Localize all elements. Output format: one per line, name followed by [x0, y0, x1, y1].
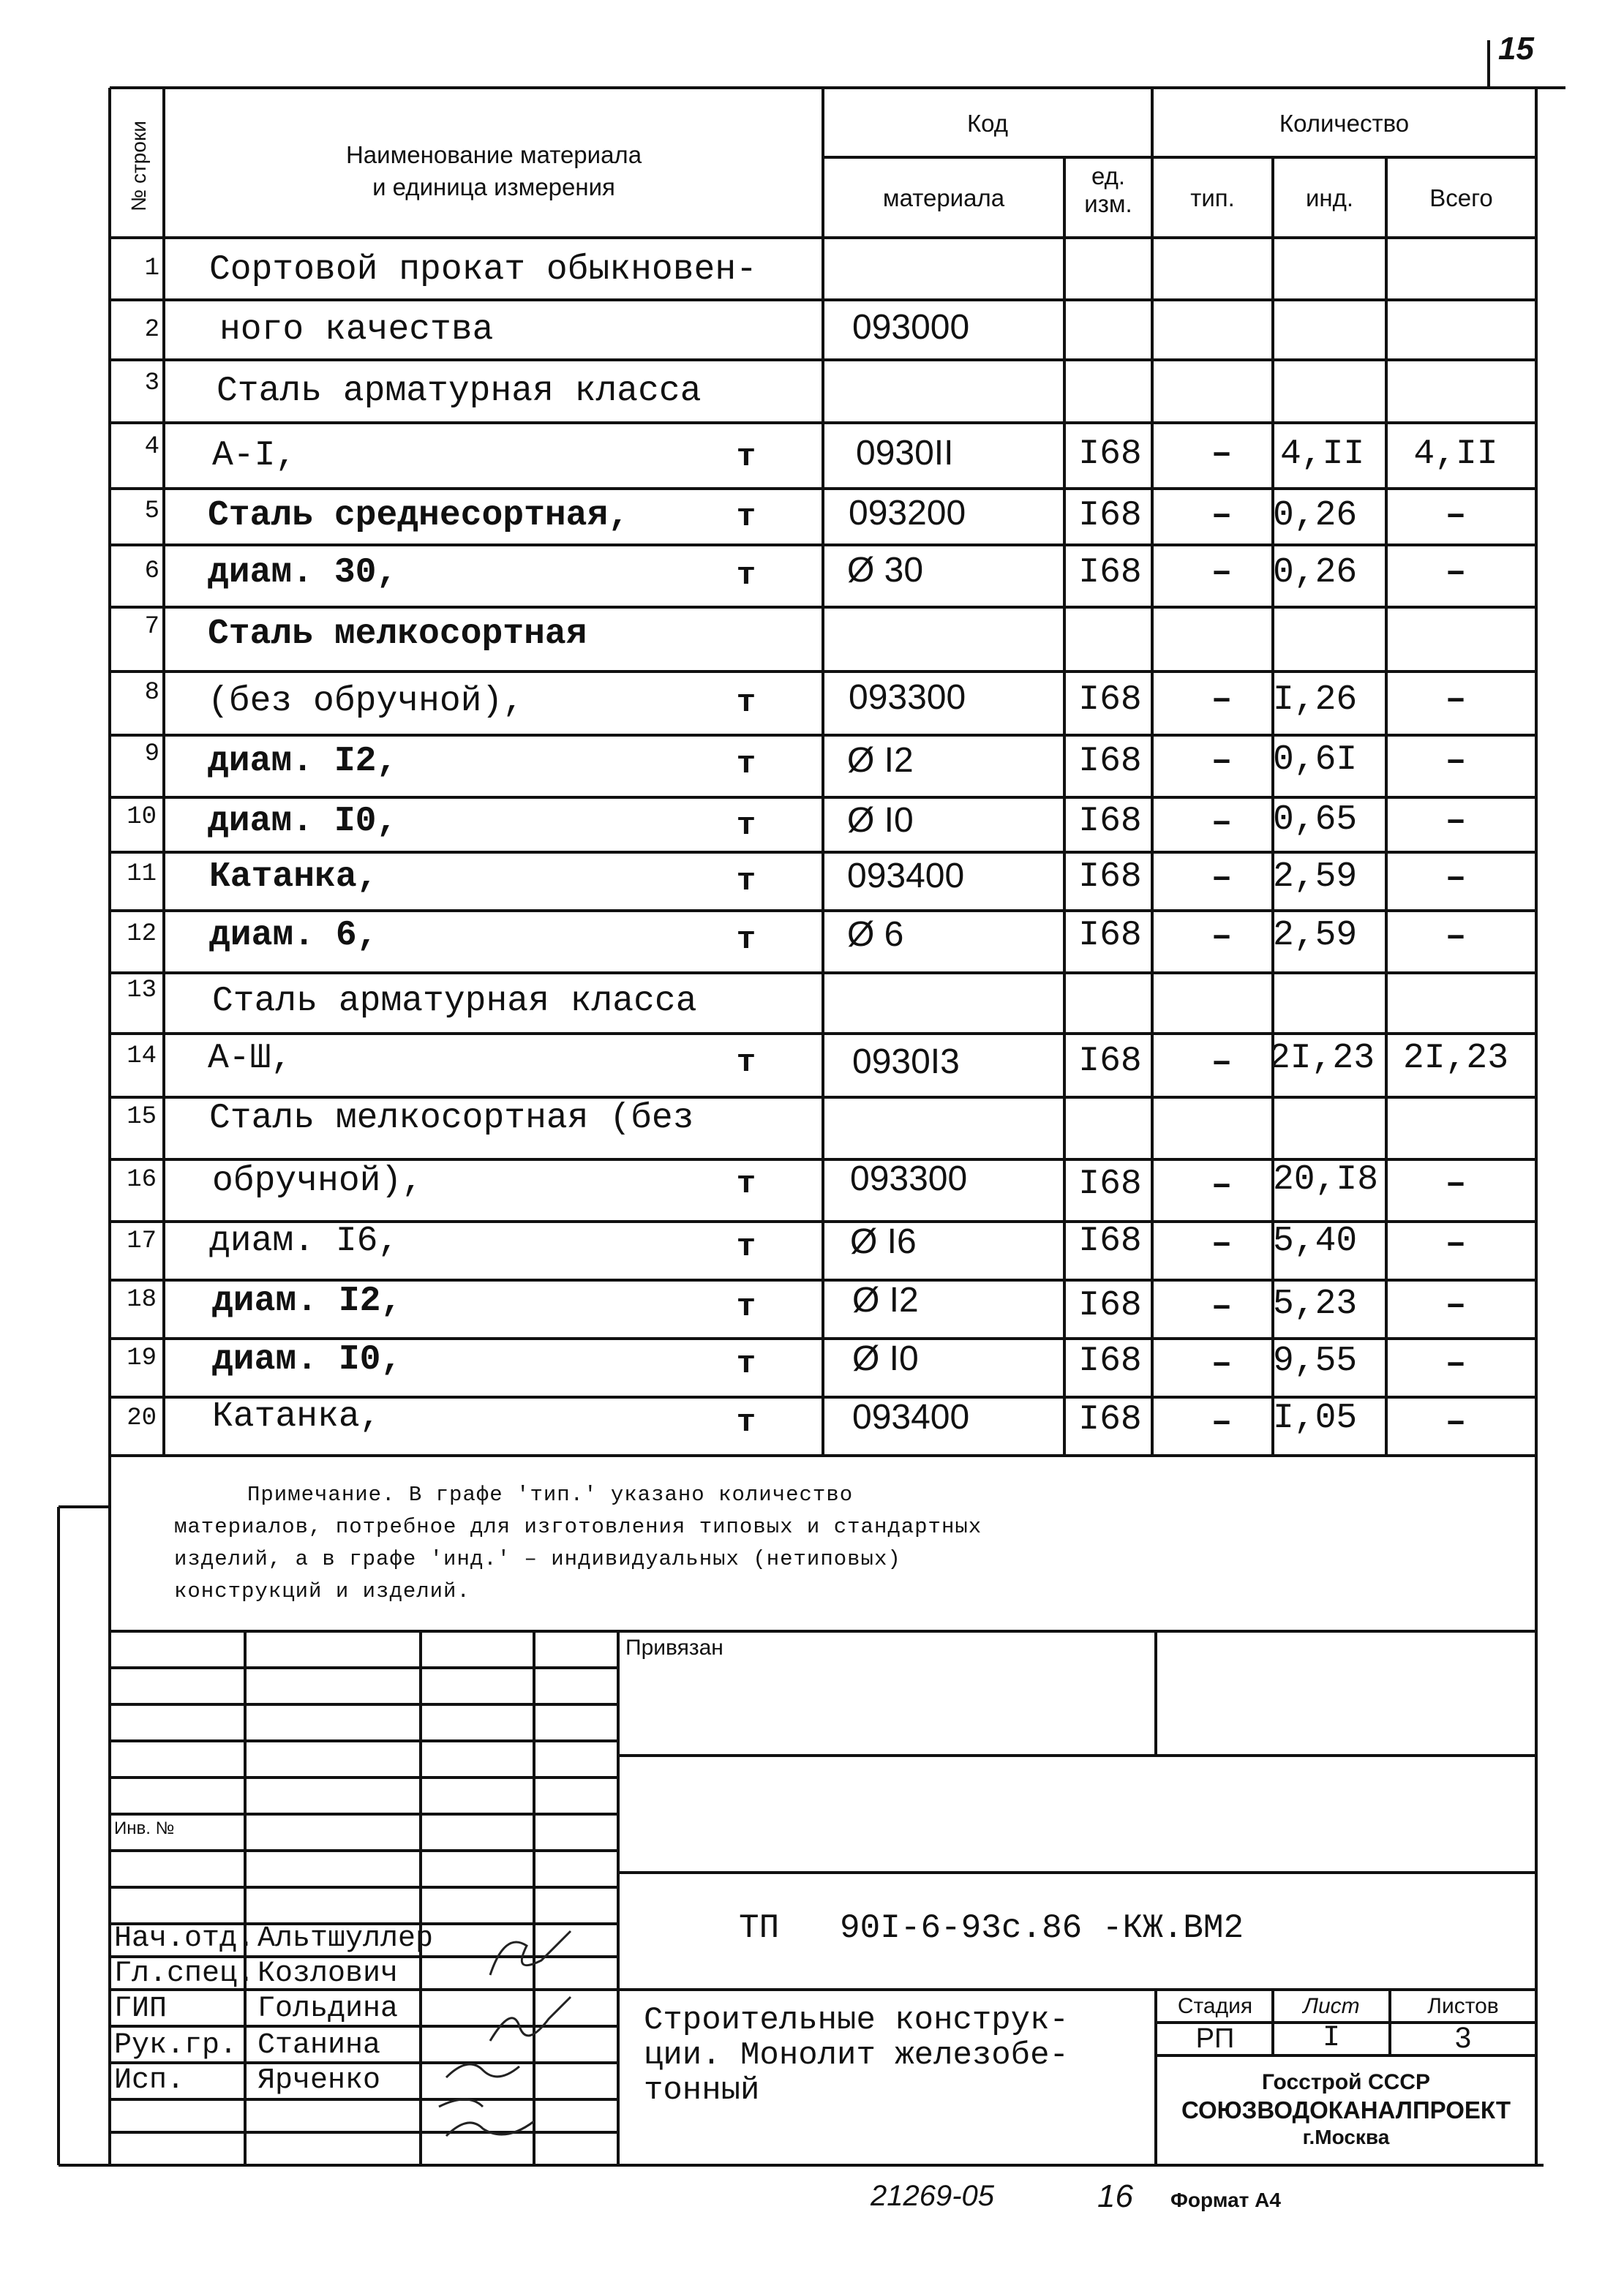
row-ed: I68 [1078, 1222, 1142, 1261]
row-ed: I68 [1078, 916, 1142, 955]
row-ind: 2,59 [1273, 857, 1358, 897]
sheets-value: 3 [1454, 2022, 1472, 2054]
row-number: 5 [144, 497, 159, 525]
row-ind: 0,26 [1273, 496, 1358, 535]
row-number: 20 [127, 1404, 157, 1432]
row-unit: т [736, 499, 756, 535]
sheet-value: I [1322, 2022, 1340, 2055]
row-unit: т [736, 863, 756, 900]
note-text: Примечание. В графе 'тип.' указано количество материалов, потребное для изготовления типовых и стандартных изделий, а в графе 'инд.' – индивидуальных (нетиповых) конструкций и изделий. [174, 1483, 982, 1603]
row-name: диам. 6, [209, 916, 378, 955]
row-ed: I68 [1078, 857, 1142, 897]
row-unit: т [736, 1404, 756, 1441]
row-number: 3 [144, 369, 159, 397]
row-name: диам. 30, [208, 553, 398, 593]
row-code: Ø I2 [852, 1281, 919, 1320]
footer-page: 16 [1097, 2178, 1133, 2214]
sheet-label: Лист [1303, 1994, 1360, 2018]
row-number: 7 [144, 613, 159, 641]
row-unit: т [736, 808, 756, 844]
row-ed: I68 [1078, 1286, 1142, 1325]
org-line-2: СОЮЗВОДОКАНАЛПРОЕКТ [1181, 2096, 1511, 2124]
row-name: Катанка, [209, 857, 378, 897]
row-unit: т [736, 1166, 756, 1203]
row-number: 16 [127, 1166, 157, 1194]
row-number: 8 [144, 679, 159, 707]
row-typ: – [1211, 496, 1233, 535]
signature-scribbles [439, 1931, 571, 2136]
row-typ: – [1211, 1344, 1233, 1384]
stage-label: Стадия [1177, 1994, 1253, 2018]
row-total: – [1445, 917, 1467, 957]
row-ind: 2,59 [1273, 916, 1358, 955]
row-name: Сталь арматурная класса [217, 372, 702, 411]
row-total: – [1445, 553, 1467, 593]
row-name: Катанка, [212, 1397, 381, 1437]
row-ed: I68 [1078, 1042, 1142, 1081]
row-name: диам. I0, [208, 802, 398, 841]
row-number: 11 [127, 860, 157, 888]
row-ed: I68 [1078, 553, 1142, 593]
header-code: Код [966, 110, 1009, 137]
footer-number: 21269-05 [871, 2180, 995, 2212]
row-ed: I68 [1078, 496, 1142, 535]
row-name: Сталь среднесортная, [208, 496, 630, 535]
row-code: Ø I2 [847, 741, 914, 780]
row-name: А-Ш, [208, 1039, 293, 1078]
row-unit: т [736, 1289, 756, 1325]
header-qty: Количество [1279, 110, 1410, 137]
row-number: 1 [144, 255, 159, 282]
row-number: 2 [144, 316, 159, 344]
row-name: (без обручной), [208, 682, 525, 721]
row-ind: 0,26 [1273, 553, 1358, 593]
row-code: Ø I0 [852, 1339, 919, 1378]
row-ind: 5,23 [1273, 1284, 1358, 1324]
row-code: 093300 [850, 1159, 968, 1198]
row-code: Ø I0 [847, 801, 914, 840]
header-name: Наименование материала и единица измерения [345, 141, 642, 200]
row-typ: – [1211, 1287, 1233, 1327]
signature-name: Ярченко [257, 2064, 381, 2097]
row-typ: – [1211, 859, 1233, 898]
row-unit: т [736, 685, 756, 721]
row-typ: – [1211, 1043, 1233, 1083]
row-ed: I68 [1078, 680, 1142, 720]
sheet-title: Строительные конструк- ции. Монолит железобе- тонный [644, 2002, 1069, 2109]
header-row-no: № строки [127, 121, 150, 211]
row-name: диам. I0, [212, 1340, 402, 1380]
row-typ: – [1211, 553, 1233, 593]
row-ind: 0,6I [1273, 740, 1358, 780]
row-number: 19 [127, 1344, 157, 1372]
row-code: 093400 [847, 857, 965, 895]
row-typ: – [1211, 803, 1233, 843]
row-total: 2I,23 [1402, 1039, 1509, 1078]
signature-name: Альтшуллер [257, 1922, 434, 1955]
header-qty-ind: инд. [1305, 184, 1354, 211]
row-name: ного качества [219, 310, 494, 350]
signature-role: Исп. [114, 2064, 185, 2097]
org-line-1: Госстрой СССР [1262, 2070, 1430, 2094]
stage-value: РП [1195, 2023, 1235, 2054]
row-number: 10 [127, 803, 157, 831]
row-total: – [1445, 859, 1467, 898]
row-ind: I,26 [1273, 680, 1358, 720]
row-name: Сортовой прокат обыкновен- [209, 250, 757, 290]
row-code: Ø I6 [850, 1222, 917, 1261]
row-ind: 2I,23 [1269, 1039, 1375, 1078]
sheet-number: 15 [1498, 31, 1534, 67]
row-name: А-I, [212, 436, 297, 475]
row-code: 093000 [852, 308, 970, 347]
org-line-3: г.Москва [1302, 2126, 1390, 2148]
signature-role: ГИП [114, 1993, 168, 2025]
row-ed: I68 [1078, 1400, 1142, 1440]
sheets-label: Листов [1427, 1994, 1499, 2018]
row-unit: т [736, 746, 756, 783]
header-qty-typ: тип. [1190, 184, 1235, 211]
row-ind: 5,40 [1273, 1222, 1358, 1261]
row-typ: – [1211, 1225, 1233, 1264]
row-total: – [1445, 1165, 1467, 1204]
row-typ: – [1211, 742, 1233, 781]
row-typ: – [1211, 680, 1233, 720]
row-ind: 0,65 [1273, 800, 1358, 840]
doc-code: ТП 90I-6-93с.86 -КЖ.ВМ2 [739, 1909, 1244, 1947]
row-name: Сталь арматурная класса [212, 982, 697, 1021]
row-unit: т [736, 439, 756, 475]
row-unit: т [736, 557, 756, 594]
header-code-unit: ед. изм. [1084, 162, 1132, 217]
row-number: 6 [144, 557, 159, 585]
row-ind: 9,55 [1273, 1342, 1358, 1381]
row-ind: 4,II [1280, 435, 1365, 474]
signature-role: Нач.отд. [114, 1922, 255, 1955]
row-total: – [1445, 802, 1467, 841]
row-name: обручной), [212, 1162, 424, 1201]
inv-no-label: Инв. № [114, 1818, 175, 1838]
row-unit: т [736, 922, 756, 958]
header-code-material: материала [882, 184, 1005, 211]
row-total: 4,II [1413, 435, 1498, 474]
row-typ: – [1211, 917, 1233, 957]
row-name: Сталь мелкосортная (без [209, 1099, 694, 1138]
row-code: 093400 [852, 1398, 970, 1437]
row-number: 13 [127, 977, 157, 1004]
row-name: диам. I2, [212, 1282, 402, 1321]
row-unit: т [736, 1045, 756, 1081]
row-unit: т [736, 1229, 756, 1265]
row-number: 4 [144, 433, 159, 461]
row-code: Ø 30 [847, 551, 924, 590]
row-code: 093200 [849, 494, 966, 533]
signature-name: Козлович [257, 1957, 399, 1990]
footer-format: Формат А4 [1170, 2189, 1281, 2211]
row-ed: I68 [1078, 1342, 1142, 1381]
row-number: 12 [127, 920, 157, 948]
row-ind: I,05 [1273, 1399, 1358, 1438]
row-ed: I68 [1078, 1165, 1142, 1204]
row-number: 15 [127, 1103, 157, 1131]
row-number: 18 [127, 1286, 157, 1314]
privyazan-label: Привязан [625, 1636, 723, 1660]
header-qty-total: Всего [1429, 184, 1493, 211]
row-number: 14 [127, 1042, 157, 1070]
row-total: – [1445, 1344, 1467, 1384]
row-number: 17 [127, 1227, 157, 1255]
row-name: диам. I6, [209, 1222, 399, 1261]
row-ind: 20,I8 [1273, 1160, 1379, 1200]
row-typ: – [1211, 1403, 1233, 1442]
row-total: – [1445, 742, 1467, 781]
row-total: – [1445, 1286, 1467, 1325]
signature-role: Гл.спец. [114, 1957, 255, 1990]
signature-name: Гольдина [257, 1993, 399, 2025]
row-total: – [1445, 1403, 1467, 1442]
row-typ: – [1211, 1166, 1233, 1205]
signature-role: Рук.гр. [114, 2029, 238, 2062]
row-code: 093300 [849, 678, 966, 717]
row-total: – [1445, 680, 1467, 720]
row-total: – [1445, 496, 1467, 535]
row-number: 9 [144, 740, 159, 768]
row-typ: – [1211, 435, 1233, 474]
row-code: 0930I3 [852, 1042, 960, 1081]
signature-name: Станина [257, 2029, 381, 2062]
row-code: 0930II [856, 434, 954, 473]
row-unit: т [736, 1346, 756, 1383]
row-total: – [1445, 1225, 1467, 1264]
row-name: Сталь мелкосортная [208, 614, 587, 654]
row-ed: I68 [1078, 802, 1142, 841]
row-ed: I68 [1078, 435, 1142, 474]
row-ed: I68 [1078, 742, 1142, 781]
row-code: Ø 6 [847, 915, 904, 954]
row-name: диам. I2, [208, 742, 398, 781]
